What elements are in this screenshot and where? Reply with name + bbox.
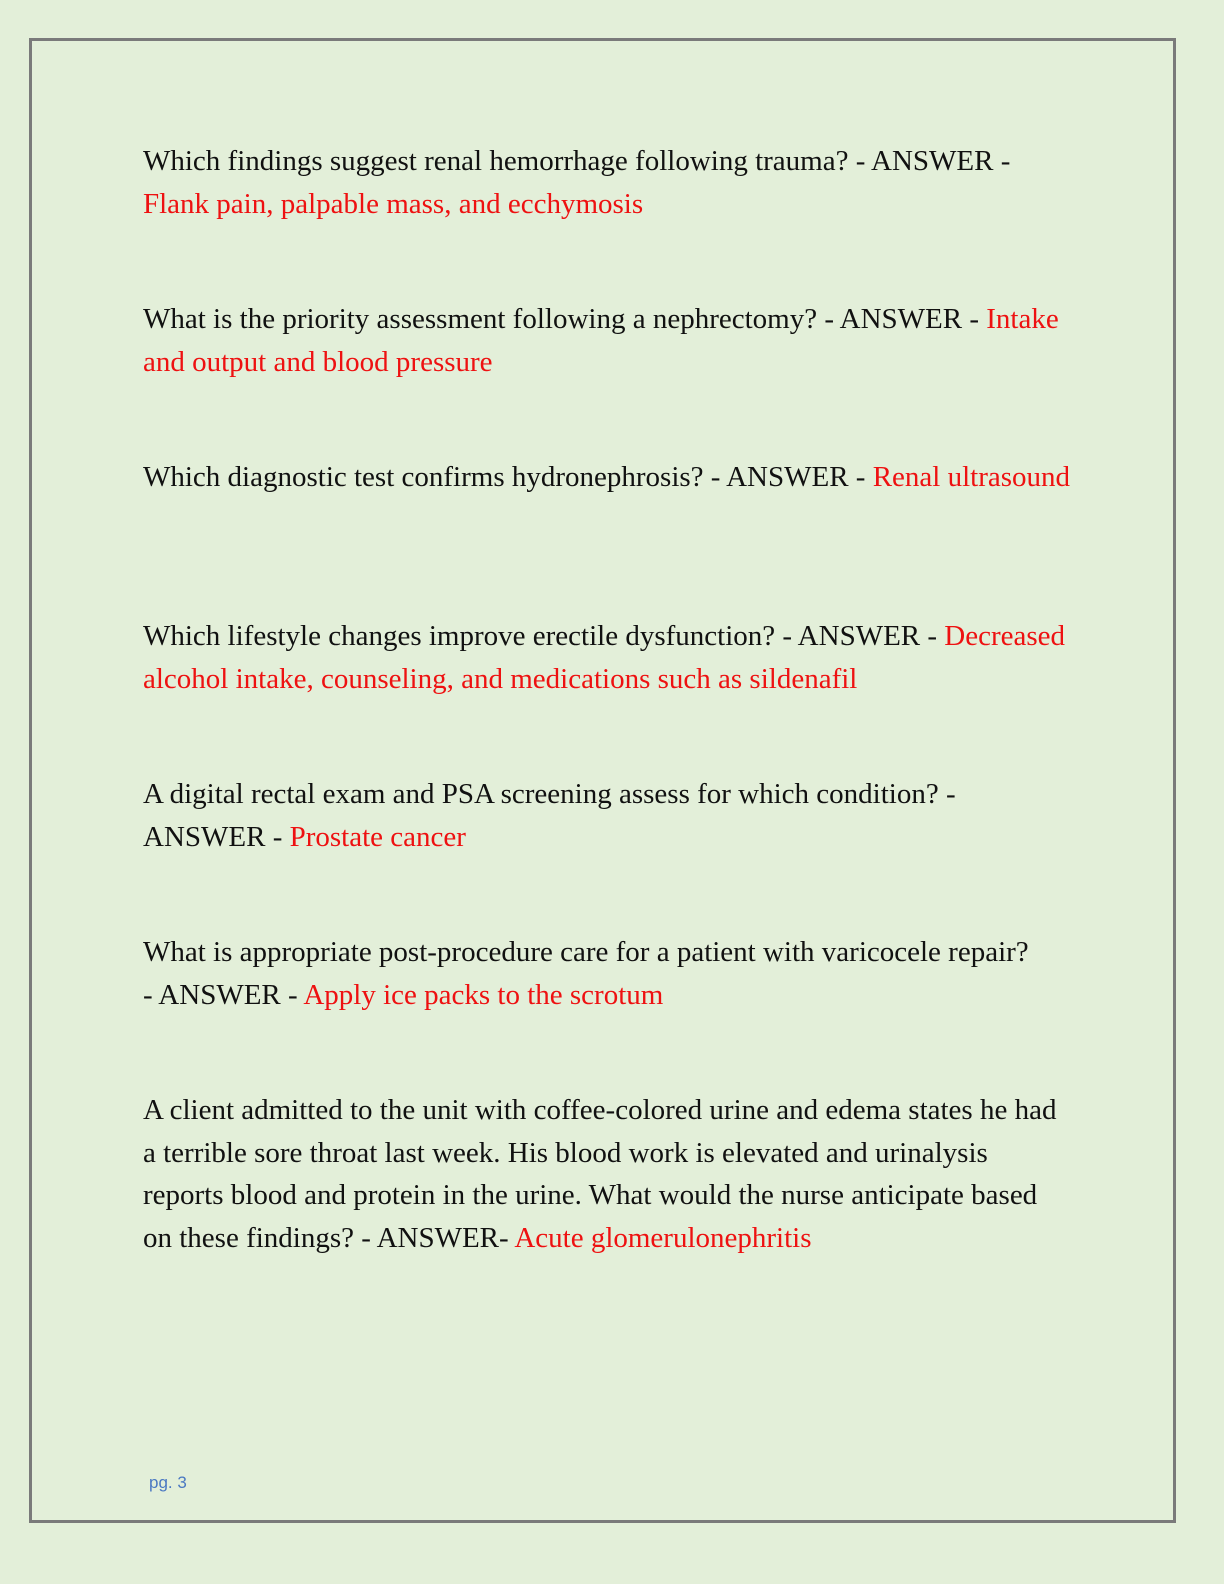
answer-text: Renal ultrasound <box>872 461 1071 493</box>
question-text: Which lifestyle changes improve erectile dysfunction? - ANSWER - <box>143 620 945 652</box>
qa-item-5 <box>143 773 1043 858</box>
answer-text: Decreased alcohol intake, counseling, and medications such as sildenafil <box>143 620 1066 695</box>
question-text: Which diagnostic test confirms hydronephrosis? - ANSWER - <box>143 461 873 493</box>
qa-item-4 <box>143 615 1073 700</box>
qa-item-6 <box>143 931 1043 1016</box>
qa-item-3 <box>143 456 1073 499</box>
qa-item-1 <box>143 140 1073 225</box>
qa-item-2 <box>143 298 1063 383</box>
question-text: What is appropriate post-procedure care for a patient with varicocele repair? - ANSWER - <box>143 936 1029 1011</box>
question-text: Which findings suggest renal hemorrhage following trauma? - ANSWER - <box>143 145 1011 177</box>
answer-text: Acute glomerulonephritis <box>514 1221 812 1254</box>
qa-item-7 <box>143 1089 1058 1259</box>
page-number: pg. 3 <box>149 1473 187 1492</box>
question-text: What is the priority assessment following a nephrectomy? - ANSWER - <box>143 303 987 335</box>
answer-text: Apply ice packs to the scrotum <box>303 978 664 1011</box>
question-text: A digital rectal exam and PSA screening assess for which condition? - ANSWER - <box>143 778 956 853</box>
answer-text: Flank pain, palpable mass, and ecchymosis <box>143 187 644 220</box>
answer-text: Prostate cancer <box>289 820 466 853</box>
question-text: A client admitted to the unit with coffee-colored urine and edema states he had a terrible sore throat last week. His blood work is elevated and urinalysis reports blood and protein in the urine. What would the nurse anticipate based on these findings? - ANSWER- <box>143 1094 1057 1254</box>
answer-text: Intake and output and blood pressure <box>143 303 1059 378</box>
